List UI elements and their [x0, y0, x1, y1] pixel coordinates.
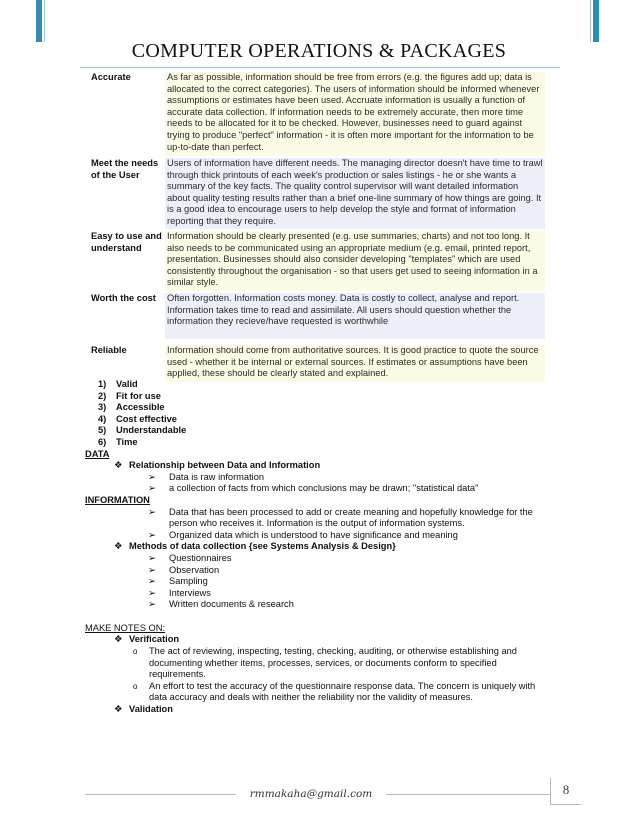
- title-rule: [80, 67, 560, 68]
- numbered-list: [85, 379, 555, 449]
- document-body: [85, 379, 555, 716]
- list-item: ➢ Data is raw information: [148, 471, 265, 482]
- table-row: [85, 293, 545, 339]
- list-item: 1) Valid: [98, 379, 138, 389]
- table-row: [85, 231, 545, 291]
- list-item: ➢ Data that has been processed to add or create meaning and hopefully knowledge for the person who receives it. Information is the output of information systems.: [148, 506, 533, 529]
- list-item: ➢ Sampling: [148, 576, 208, 587]
- arrow-bullet-icon: ➢: [148, 552, 156, 563]
- relationship-heading: ❖ Relationship between Data and Information: [114, 460, 321, 471]
- diamond-bullet-icon: ❖: [114, 634, 123, 645]
- list-item: ➢ Questionnaires: [148, 552, 232, 563]
- validation-heading: ❖ Validation: [114, 704, 173, 715]
- notes-heading: MAKE NOTES ON:: [85, 622, 166, 633]
- table-row: [85, 158, 545, 229]
- list-item: ➢ Organized data which is understood to have significance and meaning: [148, 529, 458, 540]
- right-edge-line: [590, 0, 591, 42]
- arrow-bullet-icon: ➢: [148, 506, 156, 517]
- term-cell: Meet the needs of the User: [85, 158, 165, 229]
- diamond-bullet-icon: ❖: [114, 704, 123, 715]
- page-number: 8: [550, 778, 581, 805]
- list-item: 4) Cost effective: [98, 413, 177, 424]
- list-item: ➢ a collection of facts from which conclusions may be drawn; "statistical data": [148, 483, 479, 494]
- description-cell: Information should come from authoritative sources. It is good practice to quote the source used - whether it be internal or external sources. If estimates or assumptions have been applied, these should be clearly stated and explained.: [165, 345, 545, 382]
- list-item: 3) Accessible: [98, 402, 165, 413]
- list-item: ➢ Observation: [148, 564, 220, 575]
- circle-bullet-icon: o: [133, 681, 138, 691]
- list-item: ➢ Written documents & research: [148, 599, 294, 610]
- arrow-bullet-icon: ➢: [148, 471, 156, 482]
- left-edge-line: [44, 0, 45, 42]
- list-item: o An effort to test the accuracy of the questionnaire response data. The concern is uniquely with data accuracy and deals with neither the reliability nor the validity of measures.: [133, 680, 536, 703]
- list-item: 2) Fit for use: [98, 390, 161, 401]
- methods-heading: ❖ Methods of data collection {see Systems Analysis & Design}: [114, 541, 396, 552]
- information-qualities-table: [85, 72, 545, 382]
- list-item: 6) Time: [98, 436, 138, 447]
- arrow-bullet-icon: ➢: [148, 529, 156, 540]
- description-cell: Users of information have different needs. The managing director doesn't have time to trawl through thick printouts of each week's production or sales listings - he or she wants a summary of the key facts. The quality control supervisor will want detailed information about quality testing results rather than a brief one-line summary of how things are going. It is a good idea to encourage users to help develop the style and format of information reporting that they require.: [165, 158, 545, 229]
- page-title: COMPUTER OPERATIONS & PACKAGES: [131, 40, 507, 62]
- list-item: o The act of reviewing, inspecting, testing, checking, auditing, or otherwise establishing and documenting whether items, processes, services, or documents conform to specified requirements.: [133, 646, 517, 680]
- data-heading: DATA: [85, 448, 110, 459]
- list-item: 5) Understandable: [98, 425, 187, 436]
- table-row: [85, 345, 545, 382]
- verification-heading: ❖ Verification: [114, 634, 180, 645]
- list-item: ➢ Interviews: [148, 587, 211, 598]
- arrow-bullet-icon: ➢: [148, 576, 156, 587]
- arrow-bullet-icon: ➢: [148, 599, 156, 610]
- diamond-bullet-icon: ❖: [114, 541, 123, 552]
- arrow-bullet-icon: ➢: [148, 483, 156, 494]
- information-heading: INFORMATION: [85, 494, 150, 505]
- circle-bullet-icon: o: [133, 647, 138, 657]
- term-cell: Accurate: [85, 72, 165, 156]
- right-edge-bar: [593, 0, 599, 42]
- description-cell: As far as possible, information should be free from errors (e.g. the figures add up; data is allocated to the correct categories). The users of information should be informed whenever assumptions or estimates have been used. Accruate information is usually a function of accurate data collection. If information needs to be extremely accurate, then more time needs to be allocated for it to be checked. However, businesses need to guard against trying to produce "perfect" information - it is often more important for the information to be up-to-date than perfect.: [165, 72, 545, 156]
- term-cell: Easy to use and understand: [85, 231, 165, 291]
- arrow-bullet-icon: ➢: [148, 587, 156, 598]
- description-cell: Information should be clearly presented (e.g. use summaries, charts) and not too long. It also needs to be communicated using an appropriate medium (e.g. email, printed report, presentation. Businesses should also consider developing "templates" which are used consistently throughout the organisation - so that users get used to seeing information in a similar style.: [165, 231, 545, 291]
- left-edge-bar: [36, 0, 42, 42]
- term-cell: Reliable: [85, 345, 165, 382]
- description-cell: Often forgotten. Information costs money. Data is costly to collect, analyse and report. Information takes time to read and assimilate. All users should question whether the information they recieve/have requested is worthwhile: [165, 293, 545, 339]
- table-row: [85, 72, 545, 156]
- diamond-bullet-icon: ❖: [114, 460, 123, 471]
- arrow-bullet-icon: ➢: [148, 564, 156, 575]
- footer-email: rmmakaha@gmail.com: [236, 784, 386, 804]
- term-cell: Worth the cost: [85, 293, 165, 339]
